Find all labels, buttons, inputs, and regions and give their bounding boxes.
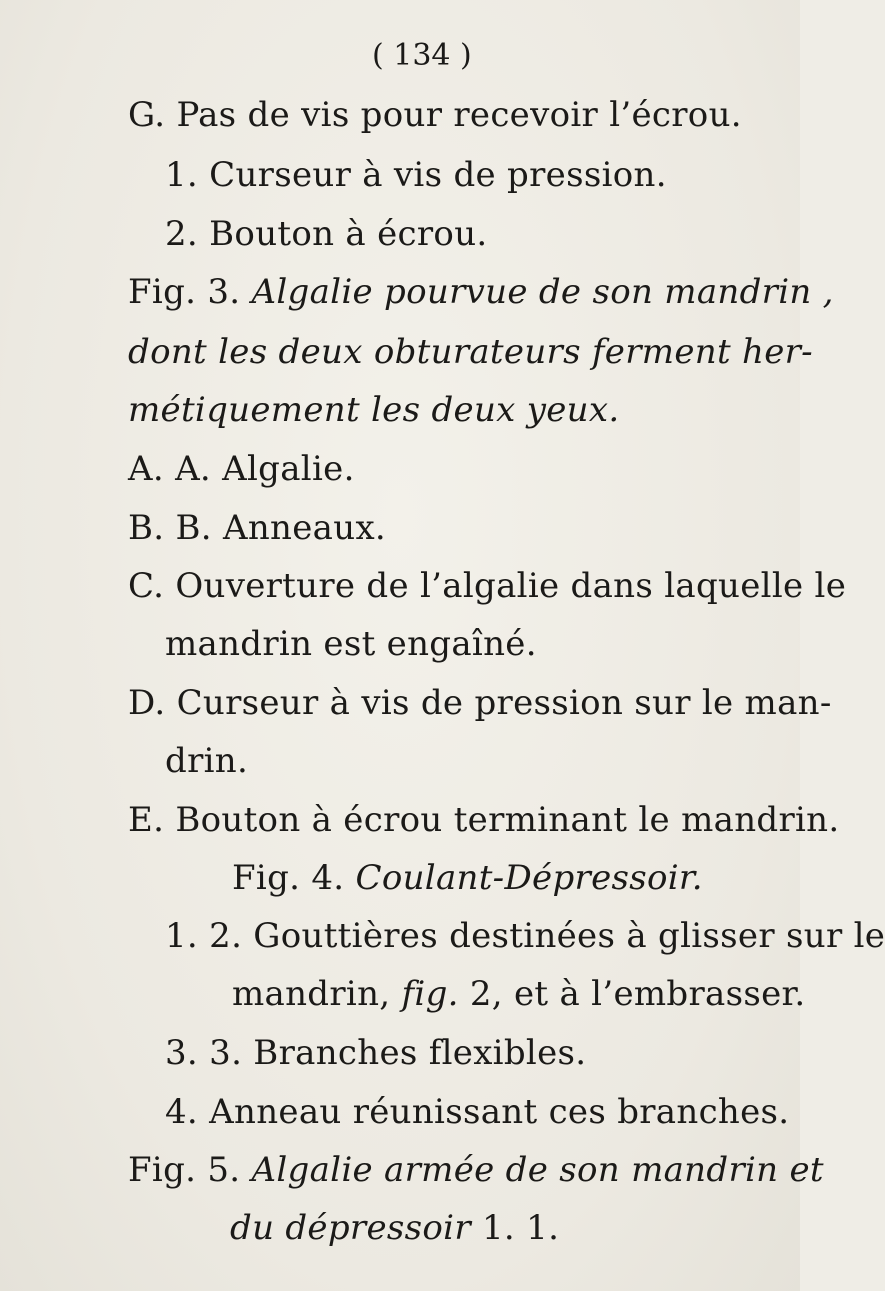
text-line-e: E. Bouton à écrou terminant le mandrin. [128,800,840,840]
page-number: ( 134 ) [372,38,472,73]
fig3-caption-line [128,272,834,312]
text-line-c: C. Ouverture de l’algalie dans laquelle le [128,566,847,606]
text-line-d: D. Curseur à vis de pression sur le man- [128,683,832,723]
fig4-label: Fig. 4. [232,858,356,898]
text-line-1: 1. Curseur à vis de pression. [165,155,667,195]
text-line-2: 2. Bouton à écrou. [165,214,488,254]
text-line-33: 3. 3. Branches flexibles. [165,1033,587,1073]
fig3-label: Fig. 3. [128,272,252,312]
text-line-12: 1. 2. Gouttières destinées à glisser sur le [165,916,885,956]
fig3-title-cont-2: métiquement les deux yeux. [128,390,620,430]
text-line-aa: A. A. Algalie. [128,449,355,489]
text-fig-ref: fig. [401,974,459,1014]
text-mandrin: mandrin, [232,974,402,1014]
fig3-title-cont-1: dont les deux obturateurs ferment her- [128,332,813,372]
text-line-12-cont [232,974,805,1014]
fig5-label: Fig. 5. [128,1150,252,1190]
text-line-g: G. Pas de vis pour recevoir l’écrou. [128,95,742,135]
fig5-title-cont-italic: du dépressoir [230,1208,471,1248]
text-line-4: 4. Anneau réunissant ces branches. [165,1092,790,1132]
text-embrasser: 2, et à l’embrasser. [458,974,806,1014]
text-line-bb: B. B. Anneaux. [128,508,387,548]
fig5-caption-line [128,1150,824,1190]
fig4-caption-line [232,858,703,898]
text-line-c-cont: mandrin est engaîné. [165,624,537,664]
fig4-title: Coulant-Dépressoir. [355,858,703,898]
fig5-title-cont [230,1208,559,1248]
fig5-refs: 1. 1. [470,1208,560,1248]
fig5-title: Algalie armée de son mandrin et [251,1150,824,1190]
fig3-title: Algalie pourvue de son mandrin , [251,272,834,312]
text-line-d-cont: drin. [165,741,249,781]
